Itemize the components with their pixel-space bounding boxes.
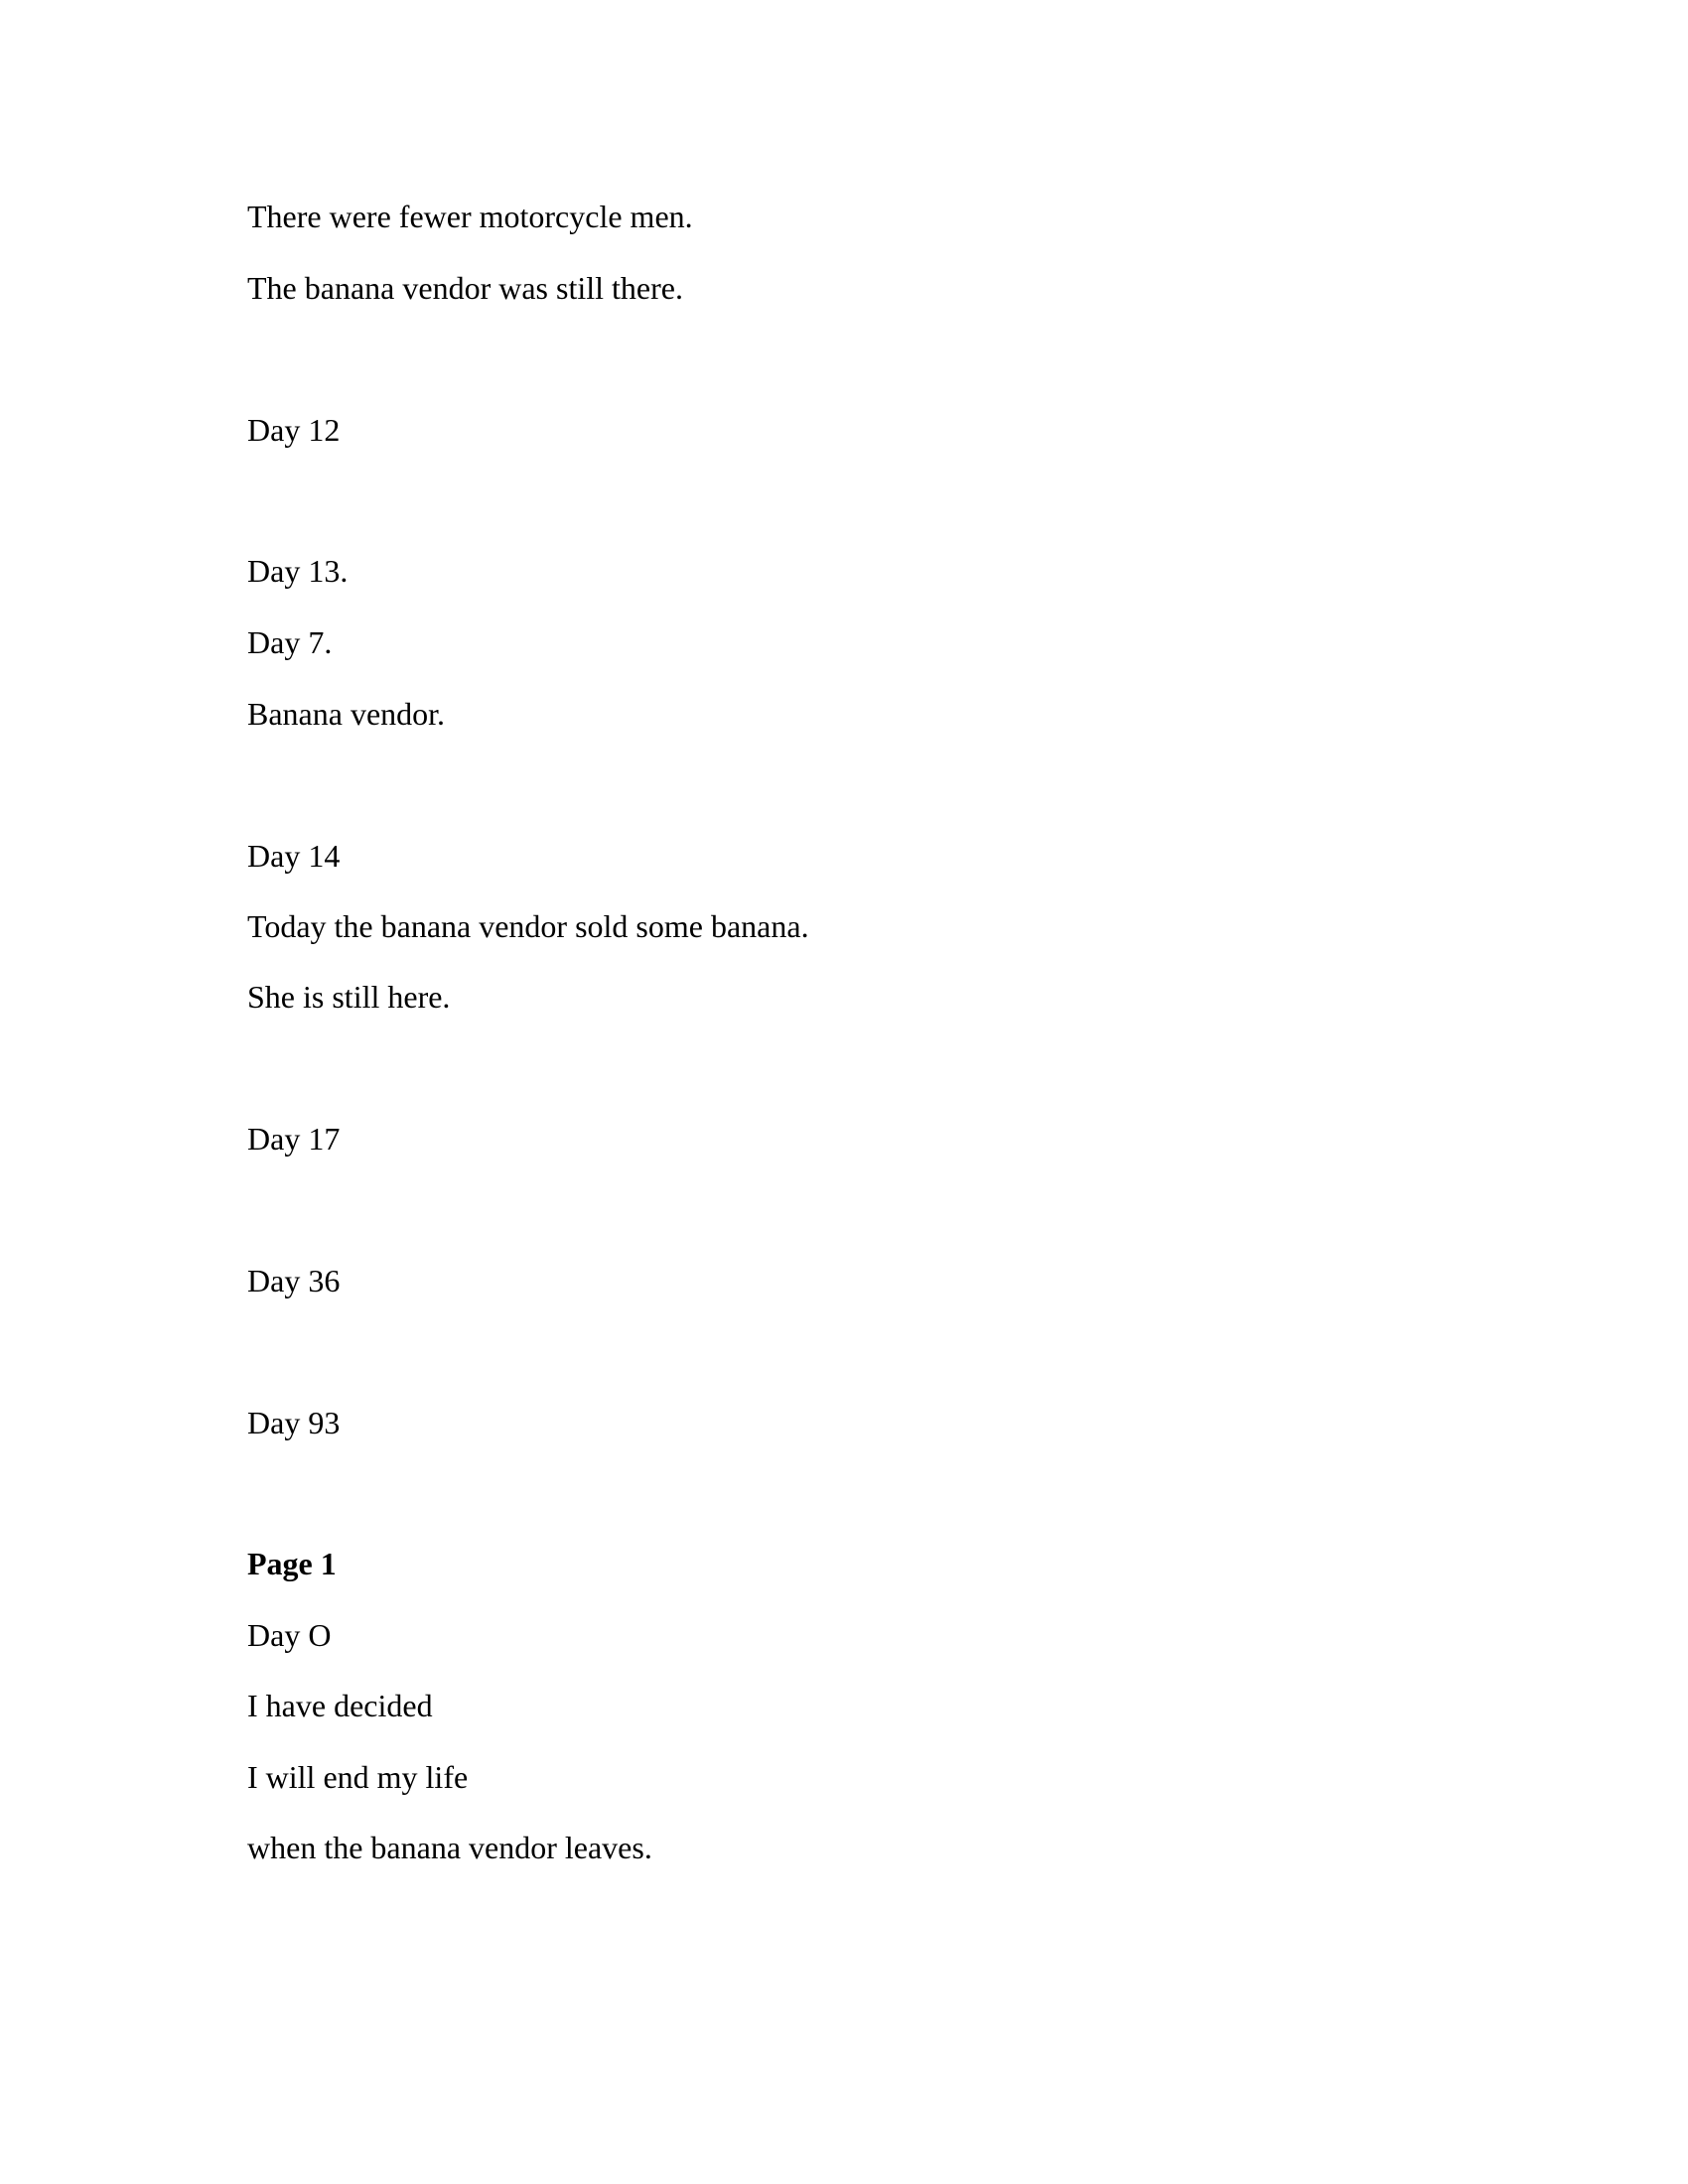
text-line: I have decided — [247, 1688, 433, 1723]
text-line: when the banana vendor leaves. — [247, 1830, 652, 1865]
day-heading: Day 13. — [247, 553, 349, 589]
page-heading: Page 1 — [247, 1546, 337, 1581]
text-line: Banana vendor. — [247, 696, 446, 732]
text-line: There were fewer motorcycle men. — [247, 199, 693, 234]
day-heading: Day 14 — [247, 838, 341, 874]
day-heading: Day 93 — [247, 1405, 341, 1440]
text-line: She is still here. — [247, 979, 451, 1015]
text-line: I will end my life — [247, 1759, 469, 1795]
day-heading: Day 7. — [247, 624, 333, 660]
text-line: The banana vendor was still there. — [247, 270, 683, 306]
text-line: Today the banana vendor sold some banana. — [247, 908, 809, 944]
day-heading: Day 12 — [247, 412, 341, 448]
day-heading: Day 36 — [247, 1263, 341, 1298]
day-heading: Day 17 — [247, 1121, 341, 1157]
day-heading: Day O — [247, 1617, 332, 1653]
